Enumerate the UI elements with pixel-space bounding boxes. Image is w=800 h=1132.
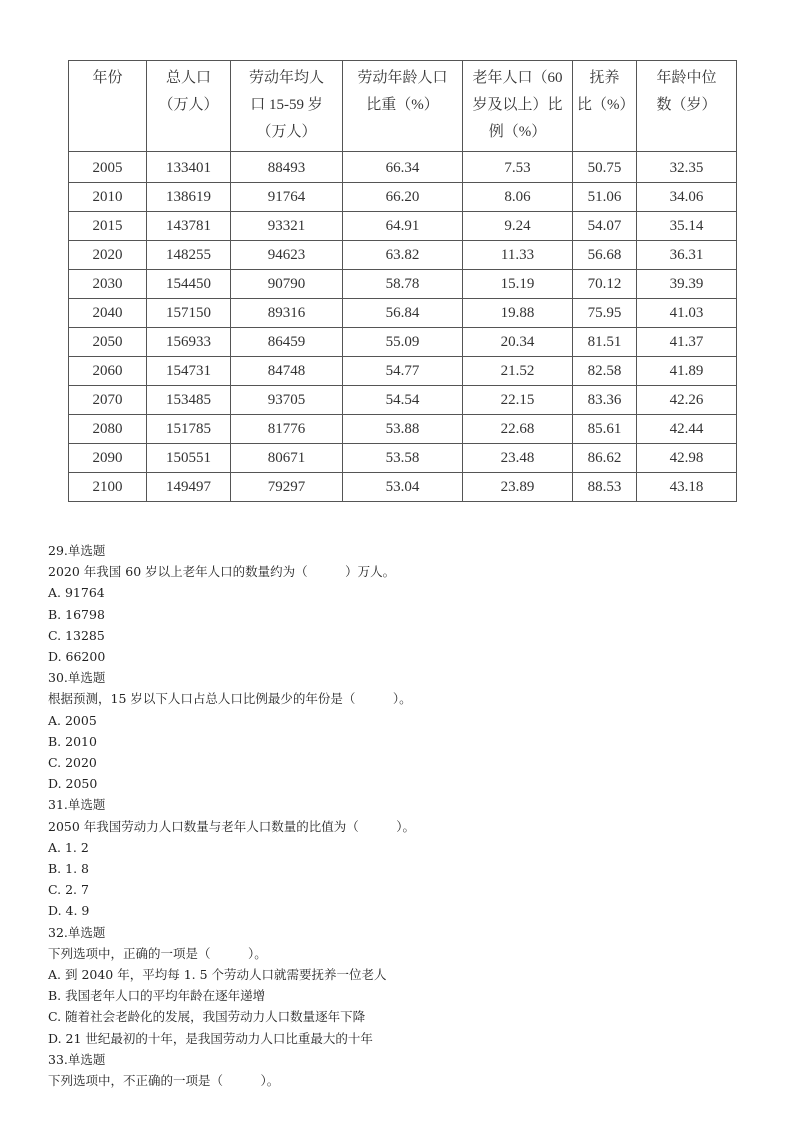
table-cell: 2015	[69, 212, 147, 241]
table-cell: 88.53	[573, 473, 637, 502]
table-cell: 54.54	[343, 386, 463, 415]
table-cell: 150551	[147, 444, 231, 473]
answer-option[interactable]: D. 66200	[48, 649, 106, 665]
answer-option[interactable]: A. 91764	[48, 585, 105, 601]
question-number: 32.单选题	[48, 924, 106, 940]
table-cell: 2040	[69, 299, 147, 328]
table-cell: 56.84	[343, 299, 463, 328]
table-cell: 22.15	[463, 386, 573, 415]
table-cell: 83.36	[573, 386, 637, 415]
table-row	[69, 473, 737, 502]
table-cell: 154450	[147, 270, 231, 299]
table-cell: 55.09	[343, 328, 463, 357]
table-cell: 79297	[231, 473, 343, 502]
table-row	[69, 270, 737, 299]
table-row	[69, 328, 737, 357]
table-cell: 156933	[147, 328, 231, 357]
question-number: 33.单选题	[48, 1051, 106, 1067]
answer-option[interactable]: B. 我国老年人口的平均年龄在逐年递增	[48, 988, 266, 1004]
table-cell: 58.78	[343, 270, 463, 299]
table-cell: 11.33	[463, 241, 573, 270]
table-cell: 86459	[231, 328, 343, 357]
table-cell: 43.18	[637, 473, 737, 502]
table-cell: 70.12	[573, 270, 637, 299]
table-cell: 82.58	[573, 357, 637, 386]
table-cell: 66.34	[343, 152, 463, 183]
table-cell: 35.14	[637, 212, 737, 241]
table-cell: 94623	[231, 241, 343, 270]
table-cell: 53.58	[343, 444, 463, 473]
table-cell: 22.68	[463, 415, 573, 444]
table-cell: 42.26	[637, 386, 737, 415]
table-row	[69, 183, 737, 212]
table-cell: 90790	[231, 270, 343, 299]
table-row	[69, 357, 737, 386]
table-cell: 2050	[69, 328, 147, 357]
column-header: 年份	[69, 61, 147, 152]
table-cell: 2100	[69, 473, 147, 502]
table-row	[69, 212, 737, 241]
question-number: 30.单选题	[48, 670, 106, 686]
table-cell: 81776	[231, 415, 343, 444]
table-cell: 42.98	[637, 444, 737, 473]
answer-option[interactable]: B. 1. 8	[48, 861, 89, 877]
table-header-row	[69, 61, 737, 152]
table-row	[69, 415, 737, 444]
table-cell: 93705	[231, 386, 343, 415]
table-cell: 34.06	[637, 183, 737, 212]
table-cell: 2060	[69, 357, 147, 386]
table-cell: 157150	[147, 299, 231, 328]
table-cell: 2070	[69, 386, 147, 415]
table-cell: 53.88	[343, 415, 463, 444]
table-cell: 85.61	[573, 415, 637, 444]
table-cell: 41.37	[637, 328, 737, 357]
table-cell: 2020	[69, 241, 147, 270]
column-header: 抚养 比（%）	[573, 61, 637, 152]
answer-option[interactable]: A. 1. 2	[48, 839, 89, 855]
table-cell: 21.52	[463, 357, 573, 386]
question-number: 31.单选题	[48, 797, 106, 813]
table-cell: 154731	[147, 357, 231, 386]
answer-option[interactable]: C. 2020	[48, 755, 97, 771]
table-cell: 50.75	[573, 152, 637, 183]
question-stem: 下列选项中，不正确的一项是（ ）。	[48, 1073, 280, 1089]
table-cell: 54.77	[343, 357, 463, 386]
table-row	[69, 241, 737, 270]
table-cell: 81.51	[573, 328, 637, 357]
table-cell: 148255	[147, 241, 231, 270]
answer-option[interactable]: D. 4. 9	[48, 903, 90, 919]
table-cell: 19.88	[463, 299, 573, 328]
table-cell: 36.31	[637, 241, 737, 270]
column-header: 年龄中位 数（岁）	[637, 61, 737, 152]
table-cell: 93321	[231, 212, 343, 241]
question-list	[48, 540, 415, 1091]
column-header: 劳动年龄人口 比重（%）	[343, 61, 463, 152]
table-cell: 41.03	[637, 299, 737, 328]
table-row	[69, 386, 737, 415]
column-header: 老年人口（60 岁及以上）比 例（%）	[463, 61, 573, 152]
table-cell: 32.35	[637, 152, 737, 183]
answer-option[interactable]: C. 2. 7	[48, 882, 89, 898]
question-stem: 2050 年我国劳动力人口数量与老年人口数量的比值为（ ）。	[48, 818, 416, 834]
table-cell: 143781	[147, 212, 231, 241]
table-cell: 20.34	[463, 328, 573, 357]
answer-option[interactable]: B. 16798	[48, 606, 105, 622]
population-table	[68, 60, 737, 502]
table-cell: 89316	[231, 299, 343, 328]
answer-option[interactable]: A. 到 2040 年，平均每 1. 5 个劳动人口就需要抚养一位老人	[48, 967, 387, 983]
table-cell: 84748	[231, 357, 343, 386]
table-row	[69, 152, 737, 183]
table-cell: 153485	[147, 386, 231, 415]
table-cell: 2010	[69, 183, 147, 212]
column-header: 劳动年均人 口 15-59 岁 （万人）	[231, 61, 343, 152]
answer-option[interactable]: A. 2005	[48, 712, 97, 728]
table-cell: 133401	[147, 152, 231, 183]
table-cell: 23.89	[463, 473, 573, 502]
table-cell: 8.06	[463, 183, 573, 212]
question-stem: 根据预测，15 岁以下人口占总人口比例最少的年份是（ ）。	[48, 691, 412, 707]
table-row	[69, 299, 737, 328]
table-cell: 66.20	[343, 183, 463, 212]
table-cell: 51.06	[573, 183, 637, 212]
table-cell: 75.95	[573, 299, 637, 328]
table-cell: 53.04	[343, 473, 463, 502]
table-cell: 86.62	[573, 444, 637, 473]
table-cell: 64.91	[343, 212, 463, 241]
table-body	[69, 152, 737, 502]
table-cell: 9.24	[463, 212, 573, 241]
population-table-container	[68, 60, 737, 502]
table-cell: 42.44	[637, 415, 737, 444]
question-number: 29.单选题	[48, 543, 106, 558]
table-cell: 88493	[231, 152, 343, 183]
answer-option[interactable]: B. 2010	[48, 733, 97, 749]
answer-option[interactable]: C. 13285	[48, 627, 105, 643]
table-cell: 80671	[231, 444, 343, 473]
table-cell: 7.53	[463, 152, 573, 183]
table-cell: 151785	[147, 415, 231, 444]
table-cell: 149497	[147, 473, 231, 502]
answer-option[interactable]: D. 21 世纪最初的十年，是我国劳动力人口比重最大的十年	[48, 1030, 373, 1046]
table-cell: 23.48	[463, 444, 573, 473]
question-stem: 下列选项中，正确的一项是（ ）。	[48, 945, 267, 961]
table-row	[69, 444, 737, 473]
answer-option[interactable]: D. 2050	[48, 776, 98, 792]
column-header: 总人口 （万人）	[147, 61, 231, 152]
table-cell: 41.89	[637, 357, 737, 386]
answer-option[interactable]: C. 随着社会老龄化的发展，我国劳动力人口数量逐年下降	[48, 1009, 366, 1025]
table-cell: 15.19	[463, 270, 573, 299]
table-cell: 56.68	[573, 241, 637, 270]
question-stem: 2020 年我国 60 岁以上老年人口的数量约为（ ）万人。	[48, 564, 396, 580]
table-cell: 63.82	[343, 241, 463, 270]
table-cell: 2090	[69, 444, 147, 473]
table-cell: 2030	[69, 270, 147, 299]
table-cell: 2005	[69, 152, 147, 183]
table-cell: 2080	[69, 415, 147, 444]
table-cell: 91764	[231, 183, 343, 212]
table-cell: 54.07	[573, 212, 637, 241]
table-cell: 39.39	[637, 270, 737, 299]
table-cell: 138619	[147, 183, 231, 212]
